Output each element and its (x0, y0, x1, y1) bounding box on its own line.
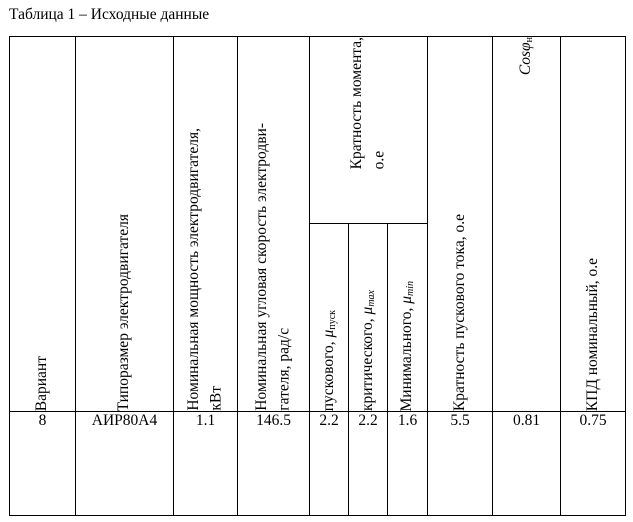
header-torque-min-label: Минимального, $\mu_{min}$ (398, 280, 417, 411)
header-torque-group-label: Кратность момента, о.е (348, 37, 388, 170)
cell-power: 1.1 (174, 412, 238, 516)
header-cos-phi-label: Cosφ$_н$ (517, 37, 536, 76)
cell-motor-type: АИР80А4 (76, 412, 174, 516)
cell-torque-start: 2.2 (310, 412, 349, 516)
cell-speed: 146.5 (238, 412, 310, 516)
header-efficiency (561, 37, 626, 412)
header-torque-group (310, 37, 428, 224)
cell-efficiency: 0.75 (561, 412, 626, 516)
header-torque-start-label: пускового, $\mu_{пуск}$ (319, 309, 338, 411)
header-torque-start (310, 224, 349, 412)
header-motor-type-label: Типоразмер электродвигателя (115, 213, 133, 411)
header-torque-critical (349, 224, 388, 412)
header-cos-phi (493, 37, 561, 412)
header-variant-label: Вариант (33, 355, 51, 411)
header-speed-label: Номинальная угловая скорость электродви- гателя, рад/с (253, 123, 293, 411)
table-caption: Таблица 1 – Исходные данные (9, 6, 210, 23)
source-data-table (9, 36, 626, 516)
header-torque-critical-label: критического, $\mu_{max}$ (358, 289, 377, 411)
table-row (10, 412, 626, 516)
cell-torque-critical: 2.2 (349, 412, 388, 516)
cell-cos-phi: 0.81 (493, 412, 561, 516)
header-motor-type (76, 37, 174, 412)
header-power-label: Номинальная мощность электродвигателя, кВт (185, 128, 225, 411)
header-power (174, 37, 238, 412)
header-start-current-label: Кратность пускового тока, о.е (450, 213, 468, 411)
header-torque-min (388, 224, 428, 412)
cell-torque-min: 1.6 (388, 412, 428, 516)
cell-start-current: 5.5 (428, 412, 493, 516)
header-speed (238, 37, 310, 412)
header-efficiency-label: КПД номинальный, о.е (583, 257, 601, 411)
header-variant (10, 37, 76, 412)
cell-variant: 8 (10, 412, 76, 516)
header-start-current (428, 37, 493, 412)
